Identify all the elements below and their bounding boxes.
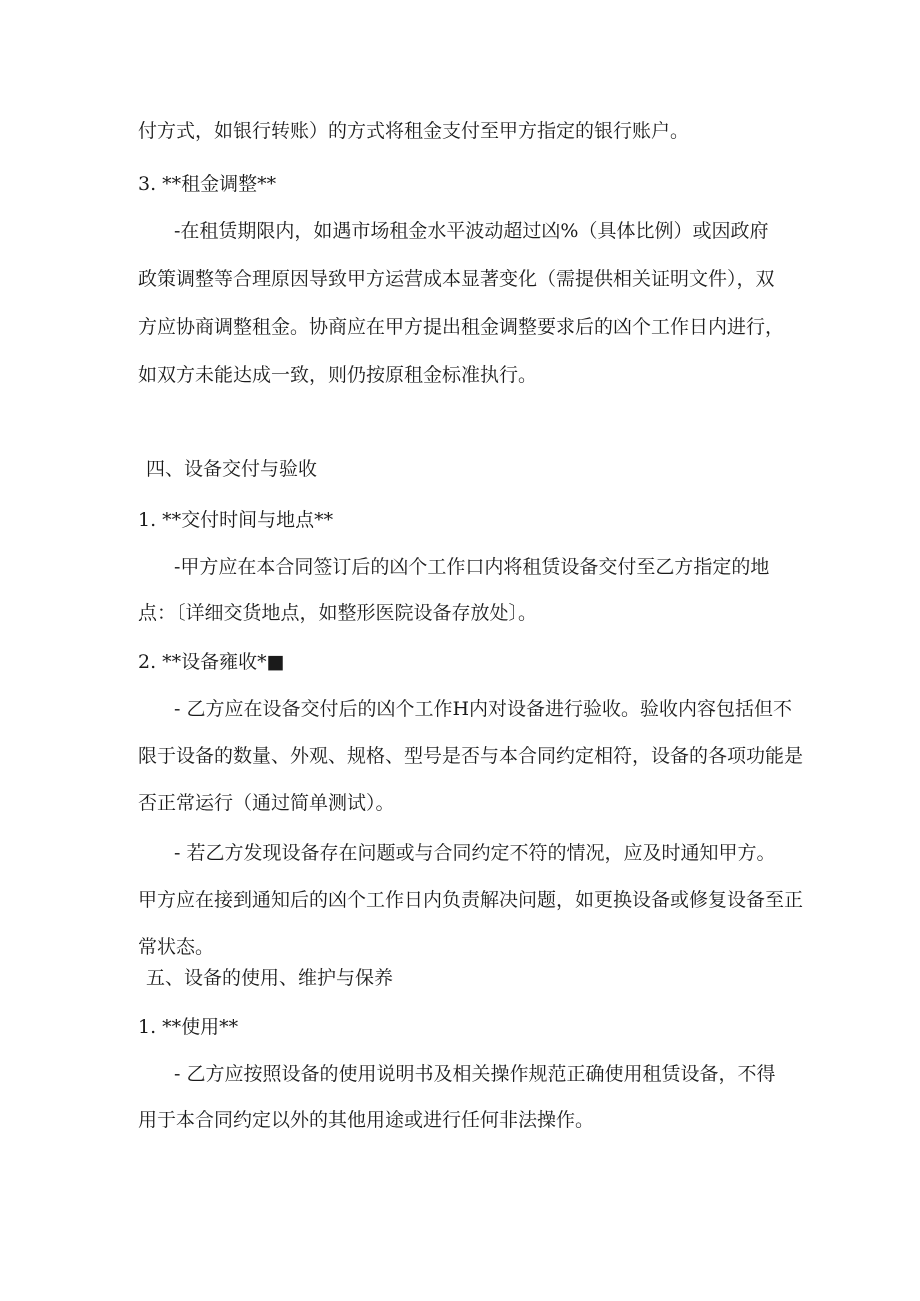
paragraph-line: 方应协商调整租金。协商应在甲方提出租金调整要求后的凶个工作日内进行， (138, 316, 785, 338)
paragraph-line: 如双方未能达成一致，则仍按原租金标准执行。 (138, 364, 538, 386)
paragraph-line: 点：〔详细交货地点，如整形医院设备存放处〕。 (138, 602, 538, 624)
paragraph-line: -在租赁期限内，如遇市场租金水平波动超过凶%（具体比例）或因政府 (174, 220, 769, 242)
section-heading: 四、设备交付与验收 (146, 458, 318, 480)
paragraph-line: 否正常运行（通过简单测试）。 (138, 792, 395, 814)
paragraph-line: - 若乙方发现设备存在问题或与合同约定不符的情况，应及时通知甲方。 (174, 842, 776, 864)
paragraph-line: -甲方应在本合同签订后的凶个工作口内将租赁设备交付至乙方指定的地 (174, 556, 770, 578)
paragraph-line: 甲方应在接到通知后的凶个工作日内负责解决问题，如更换设备或修复设备至正 (138, 889, 804, 911)
section-item-heading: 2. **设备雍收*■ (138, 651, 285, 673)
section-heading: 五、设备的使用、维护与保养 (146, 967, 394, 989)
section-item-heading: 3. **租金调整** (138, 173, 277, 195)
paragraph-line: 常状态。 (138, 936, 215, 958)
section-item-heading: 1. **交付时间与地点** (138, 509, 334, 531)
paragraph-line: 用于本合同约定以外的其他用途或进行任何非法操作。 (138, 1109, 595, 1131)
section-item-heading: 1. **使用** (138, 1016, 239, 1038)
paragraph-line: - 乙方应按照设备的使用说明书及相关操作规范正确使用租赁设备，不得 (174, 1063, 776, 1085)
paragraph-line: 付方式，如银行转账）的方式将租金支付至甲方指定的银行账户。 (138, 120, 690, 142)
paragraph-line: 限于设备的数量、外观、规格、型号是否与本合同约定相符，设备的各项功能是 (138, 745, 804, 767)
paragraph-line: 政策调整等合理原因导致甲方运营成本显著变化（需提供相关证明文件），双 (138, 268, 775, 290)
paragraph-line: - 乙方应在设备交付后的凶个工作H内对设备进行验收。验收内容包括但不 (174, 698, 793, 720)
